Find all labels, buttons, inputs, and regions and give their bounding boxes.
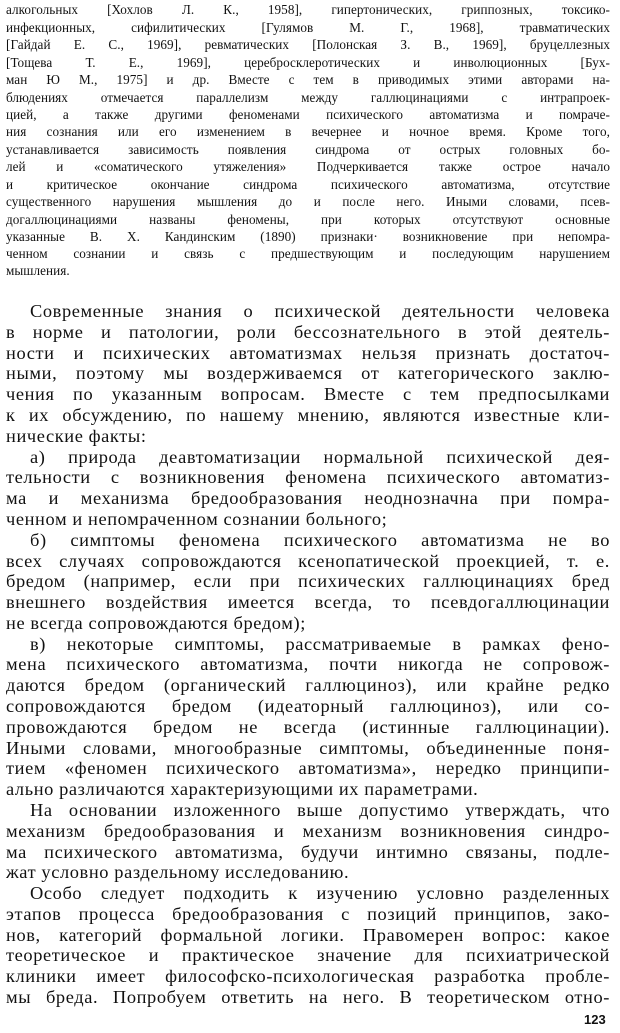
small-line: устанавливается зависимость появления синдрома от острых головных бо-: [6, 142, 610, 157]
body-line: бредом (например, если при психических галлюцинациях бред: [6, 571, 610, 592]
small-line: инфекционных, сифилитических [Гулямов М. Г., 1968], травматических: [6, 20, 610, 35]
body-line-last: нические факты:: [6, 425, 147, 446]
body-line: ма и механизма бредообразования неоднозначна при помра-: [6, 488, 610, 509]
small-line: ния сознания или его изменением в вечернее и ночное время. Кроме того,: [6, 124, 610, 139]
body-line-last: ченном и непомраченном сознании больного;: [6, 508, 388, 529]
body-line: На основании изложенного выше допустимо утверждать, что: [30, 799, 610, 820]
body-line: тельности с возникновения феномена психического автоматиз-: [6, 467, 610, 488]
small-line: алкогольных [Хохлов Л. К., 1958], гипертонических, гриппозных, токсико-: [6, 2, 610, 17]
body-line: а) природа деавтоматизации нормальной психической дея-: [30, 446, 610, 467]
body-line: Современные знания о психической деятельности человека: [30, 301, 610, 321]
small-line: ченном сознании и связь с предшествующим и последующим нарушением: [6, 246, 610, 261]
page-number: 123: [584, 1012, 606, 1027]
body-line: Особо следует подходить к изучению условно разделенных: [30, 883, 610, 904]
body-line: ными, поэтому мы воздерживаемся от категорического заклю-: [6, 363, 610, 384]
body-line: б) симптомы феномена психического автоматизма не во: [30, 529, 610, 550]
body-line: сопровождаются бредом (идеаторный галлюциноз), или со-: [6, 696, 610, 716]
body-line-last: жат условно раздельному исследованию.: [6, 862, 350, 883]
small-line: догаллюцинациями названы феномены, при которых отсутствуют основные: [6, 212, 610, 227]
small-line: и критическое окончание синдрома психического автоматизма, отсутствие: [6, 177, 610, 192]
small-line: лей и «соматического утяжеления» Подчеркивается также острое начало: [6, 159, 610, 174]
body-line: Иными словами, многообразные симптомы, объединенные поня-: [6, 737, 610, 758]
body-line: теоретическое и практическое значение для психиатрической: [6, 945, 610, 966]
body-line: этапов процесса бредообразования с позиций принципов, зако-: [6, 903, 610, 924]
small-line: существенного нарушения мышления до и после него. Иными словами, псев-: [6, 194, 610, 209]
body-line: в норме и патологии, роли бессознательного в этой деятель-: [6, 321, 610, 342]
small-line: указанные В. Х. Кандинским (1890) признаки· возникновение при непомра-: [6, 229, 610, 244]
body-line-last: не всегда сопровождаются бредом);: [6, 612, 306, 633]
small-line: блюдениях отмечается параллелизм между галлюцинациями с интрапроек-: [6, 90, 610, 105]
body-line: провождаются бредом не всегда (истинные галлюцинации).: [6, 716, 610, 737]
body-line-last: ально различаются характеризующими их параметрами.: [6, 779, 479, 800]
body-line: мы бреда. Попробуем ответить на него. В теоретическом отно-: [6, 987, 610, 1007]
small-line: [Тощева Т. Е., 1969], церебросклеротических и инволюционных [Бух-: [6, 55, 610, 70]
body-line: тием «феномен психического автоматизма», нередко принципи-: [6, 758, 610, 779]
small-line: цией, а также другими феноменами психического автоматизма и помраче-: [6, 107, 610, 122]
body-line: даются бредом (органический галлюциноз), или крайне редко: [6, 675, 610, 696]
body-line: внешнего воздействия имеется всегда, то псевдогаллюцинации: [6, 592, 610, 612]
body-line: клиники имеет философско-психологическая разработка пробле-: [6, 966, 610, 987]
body-line: чения по указанным вопросам. Вместе с тем предпосылками: [6, 384, 610, 405]
body-line: механизм бредообразования и механизм возникновения синдро-: [6, 820, 610, 841]
body-line: нов, категорий формальной логики. Правомерен вопрос: какое: [6, 924, 610, 945]
body-line: к их обсуждению, по нашему мнению, являются известные кли-: [6, 404, 610, 425]
body-line: мена психического автоматизма, почти никогда не сопровож-: [6, 654, 610, 675]
small-line: [Гайдай Е. С., 1969], ревматических [Полонская З. В., 1969], бруцеллезных: [6, 37, 610, 52]
small-line: ман Ю М., 1975] и др. Вместе с тем в приводимых этими авторами на-: [6, 72, 610, 87]
body-line: ности и психических автоматизмах нельзя признать достаточ-: [6, 342, 610, 363]
body-line: ма психического автоматизма, будучи интимно связаны, подле-: [6, 841, 610, 862]
body-line: всех случаях сопровождаются ксенопатической проекцией, т. е.: [6, 550, 610, 571]
small-line-last: мышления.: [6, 263, 70, 278]
body-line: в) некоторые симптомы, рассматриваемые в рамках фено-: [30, 633, 610, 654]
